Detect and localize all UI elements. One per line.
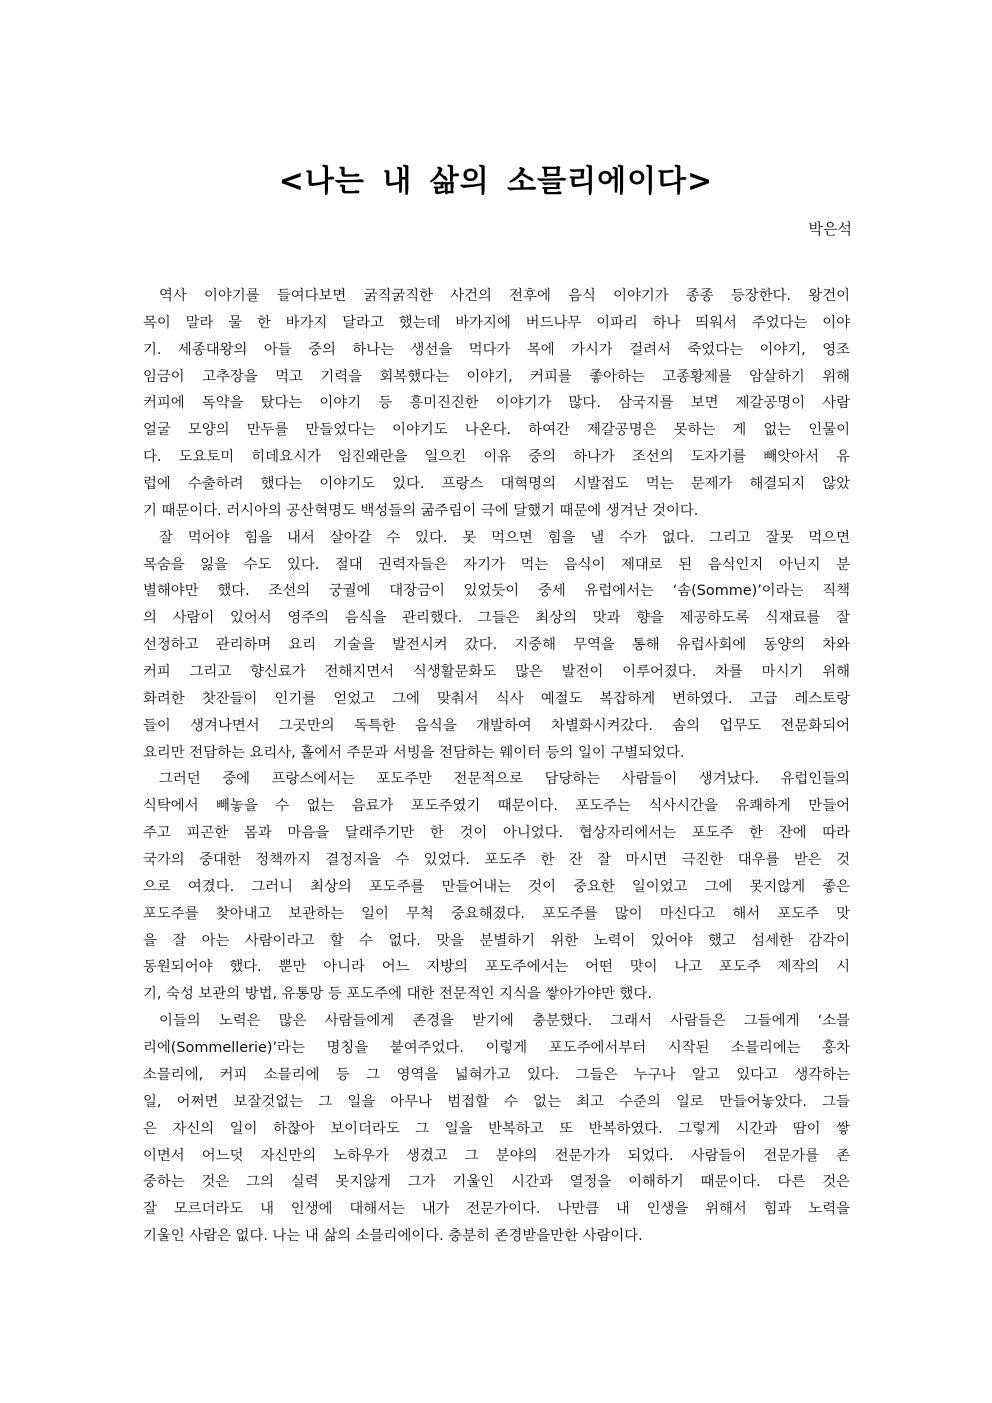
document-title: <나는 내 삶의 소믈리에이다>: [278, 164, 714, 199]
text-line: 포도주를 찾아내고 보관하는 일이 무척 중요해졌다. 포도주를 많이 마신다고 해서 포도주 맛: [143, 905, 850, 922]
text-line: 그러던 중에 프랑스에서는 포도주만 전문적으로 담당하는 사람들이 생겨났다. 유럽인들의: [159, 771, 850, 788]
text-line: 식탁에서 빼놓을 수 없는 음료가 포도주였기 때문이다. 포도주는 식사시간을 유쾌하게 만들어: [143, 798, 850, 815]
text-line: 주고 피곤한 몸과 마음을 달래주기만 한 것이 아니었다. 협상자리에서는 포도주 한 잔에 따라: [143, 825, 850, 842]
paragraph: [143, 525, 850, 767]
text-line: 얼굴 모양의 만두를 만들었다는 이야기도 나온다. 하여간 제갈공명은 못하는 게 없는 인물이: [143, 422, 850, 439]
text-line: 중하는 것은 그의 실력 못지않게 그가 기울인 시간과 열정을 이해하기 때문이다. 다른 것은: [143, 1174, 850, 1191]
text-line: 이들의 노력은 많은 사람들에게 존경을 받기에 충분했다. 그래서 사람들은 그들에게 ‘소믈: [159, 1013, 850, 1030]
text-line: 목이 말라 물 한 바가지 달라고 했는데 바가지에 버드나무 이파리 하나 띄워서 주었다는 이야: [143, 314, 850, 331]
paragraph: [143, 766, 850, 1008]
text-line: 기울인 사람은 없다. 나는 내 삶의 소믈리에이다. 충분히 존경받을만한 사람이다.: [143, 1228, 643, 1245]
text-line: 럽에 수출하려 했다는 이야기도 있다. 프랑스 대혁명의 시발점도 먹는 문제가 해결되지 않았: [143, 476, 850, 493]
text-line: 임금이 고추장을 먹고 기력을 회복했다는 이야기, 커피를 좋아하는 고종황제를 암살하기 위해: [143, 368, 850, 385]
text-line: 은 자신의 일이 하찮아 보이더라도 그 일을 반복하고 또 반복하였다. 그렇게 시간과 땀이 쌓: [143, 1120, 850, 1137]
text-line: 별해야만 했다. 조선의 궁궐에 대장금이 있었듯이 중세 유럽에서는 ‘솜(Somme)’이라는 직책: [143, 583, 850, 600]
text-line: 역사 이야기를 들여다보면 굵직굵직한 사건의 전후에 음식 이야기가 종종 등장한다. 왕건이: [159, 288, 850, 304]
paragraph: [143, 283, 850, 525]
text-line: 선정하고 관리하며 요리 기술을 발전시켜 갔다. 지중해 무역을 통해 유럽사회에 동양의 차와: [143, 637, 850, 654]
text-line: 들이 생겨나면서 그곳만의 독특한 음식을 개발하여 차별화시켜갔다. 솜의 업무도 전문화되어: [143, 717, 850, 734]
text-line: 커피에 독약을 탔다는 이야기 등 흥미진진한 이야기가 많다. 삼국지를 보면 제갈공명이 사람: [143, 395, 850, 412]
text-line: 기, 숙성 보관의 방법, 유통망 등 포도주에 대한 전문적인 지식을 쌓아가야만 했다.: [143, 986, 652, 1003]
text-line: 다. 도요토미 히데요시가 임진왜란을 일으킨 이유 중의 하나가 조선의 도자기를 빼앗아서 유: [143, 449, 850, 466]
text-line: 의 사람이 있어서 영주의 음식을 관리했다. 그들은 최상의 맛과 향을 제공하도록 식재료를 잘: [143, 610, 850, 627]
text-line: 동원되어야 했다. 뿐만 아니라 어느 지방의 포도주에서는 어떤 맛이 나고 포도주 제작의 시: [143, 959, 850, 976]
text-line: 소믈리에, 커피 소믈리에 등 그 영역을 넓혀가고 있다. 그들은 누구나 알고 있다고 생각하는: [143, 1066, 850, 1083]
author-name: 박은석: [808, 220, 852, 238]
paragraph: [143, 1008, 850, 1250]
text-line: 으로 여겼다. 그러니 최상의 포도주를 만들어내는 것이 중요한 일이었고 그에 못지않게 좋은: [143, 878, 850, 895]
text-line: 화려한 찻잔들이 인기를 얻었고 그에 맞춰서 식사 예절도 복잡하게 변하였다. 고급 레스토랑: [143, 690, 850, 707]
text-line: 일, 어쩌면 보잘것없는 그 일을 아무나 범접할 수 없는 최고 수준의 일로 만들어놓았다. 그들: [143, 1093, 850, 1110]
text-line: 리에(Sommellerie)’라는 명칭을 붙여주었다. 이렇게 포도주에서부터 시작된 소믈리에는 홍차: [143, 1040, 850, 1057]
text-line: 잘 모르더라도 내 인생에 대해서는 내가 전문가이다. 나만큼 내 인생을 위해서 힘과 노력을: [143, 1201, 850, 1218]
text-line: 요리만 전담하는 요리사, 홀에서 주문과 서빙을 전담하는 웨이터 등의 일이 구별되었다.: [143, 744, 685, 761]
text-line: 국가의 중대한 정책까지 결정지을 수 있었다. 포도주 한 잔 잘 마시면 극진한 대우를 받은 것: [143, 852, 850, 869]
text-line: 을 잘 아는 사람이라고 할 수 없다. 맛을 분별하기 위한 노력이 있어야 했고 섬세한 감각이: [143, 932, 850, 949]
document-body: [143, 283, 850, 1250]
text-line: 기 때문이다. 러시아의 공산혁명도 백성들의 굶주림이 극에 달했기 때문에 생겨난 것이다.: [143, 502, 699, 519]
text-line: 이면서 어느덧 자신만의 노하우가 생겼고 그 분야의 전문가가 되었다. 사람들이 전문가를 존: [143, 1147, 850, 1164]
text-line: 목숨을 잃을 수도 있다. 절대 권력자들은 자기가 먹는 음식이 제대로 된 음식인지 아닌지 분: [143, 556, 850, 573]
text-line: 커피 그리고 향신료가 전해지면서 식생활문화도 많은 발전이 이루어졌다. 차를 마시기 위해: [143, 664, 850, 681]
text-line: 잘 먹어야 힘을 내서 살아갈 수 있다. 못 먹으면 힘을 낼 수가 없다. 그리고 잘못 먹으면: [159, 529, 850, 546]
text-line: 기. 세종대왕의 아들 중의 하나는 생선을 먹다가 목에 가시가 걸려서 죽었다는 이야기, 영조: [143, 341, 850, 358]
